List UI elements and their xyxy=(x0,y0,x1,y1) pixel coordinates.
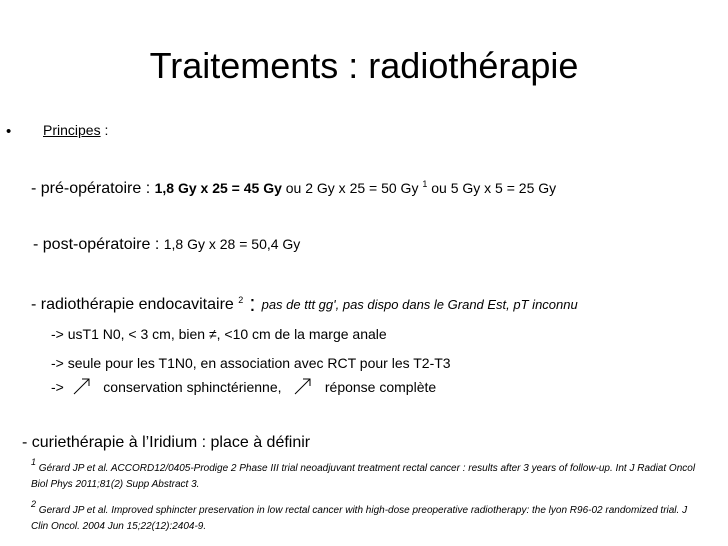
preop-ref-sup: 1 xyxy=(422,179,428,189)
preop-label: - pré-opératoire : xyxy=(31,180,155,197)
endo-sub3-reponse: réponse complète xyxy=(324,379,437,395)
curie-line: - curiethérapie à l’Iridium : place à définir xyxy=(22,434,311,451)
increase-arrow-icon xyxy=(72,376,92,396)
reference-1-text: Gérard JP et al. ACCORD12/0405-Prodige 2 Phase III trial neoadjuvant treatment rectal cancer : results after 3 years of follow-up. Int J Radiat Oncol Biol Phys 2011;81(2) Supp Abstract 3. xyxy=(31,463,696,490)
reference-2-num: 2 xyxy=(31,499,37,509)
endo-sub2: -> seule pour les T1N0, en association avec RCT pour les T2-T3 xyxy=(51,355,451,371)
principes-colon: : xyxy=(100,122,109,138)
reference-2 xyxy=(31,499,701,535)
increase-arrow-icon xyxy=(293,376,313,396)
endo-sub3-prefix: -> xyxy=(51,379,64,395)
preop-dose-bold: 1,8 Gy x 25 = 45 Gy xyxy=(154,180,282,196)
endo-colon: : xyxy=(243,291,262,316)
reference-2-text: Gerard JP et al. Improved sphincter preservation in low rectal cancer with high-dose preoperative radiotherapy: the lyon R96-02 randomized trial. J Clin Oncol. 2004 Jun 15;22(12):2404-9. xyxy=(31,505,688,532)
postop-label: - post-opératoire : xyxy=(33,236,164,253)
postop-line xyxy=(33,236,300,254)
endo-label: - radiothérapie endocavitaire xyxy=(31,296,239,313)
preop-rest: ou 2 Gy x 25 = 50 Gy xyxy=(281,180,423,196)
endo-line xyxy=(31,291,578,317)
endo-sub3 xyxy=(51,376,436,396)
endo-ref-sup: 2 xyxy=(238,295,244,305)
preop-line xyxy=(31,180,556,198)
endo-note: pas de ttt gg', pas dispo dans le Grand Est, pT inconnu xyxy=(261,297,578,312)
preop-tail: ou 5 Gy x 5 = 25 Gy xyxy=(427,180,557,196)
principes-label: Principes xyxy=(43,122,101,138)
reference-1 xyxy=(31,457,701,493)
endo-sub3-conservation: conservation sphinctérienne, xyxy=(103,379,282,395)
slide-title: Traitements : radiothérapie xyxy=(149,45,579,86)
reference-1-num: 1 xyxy=(31,457,37,467)
endo-sub1: -> usT1 N0, < 3 cm, bien ≠, <10 cm de la marge anale xyxy=(51,326,387,342)
principes-heading xyxy=(43,122,108,138)
postop-rest: 1,8 Gy x 28 = 50,4 Gy xyxy=(163,236,301,252)
bullet-marker: • xyxy=(6,123,12,140)
